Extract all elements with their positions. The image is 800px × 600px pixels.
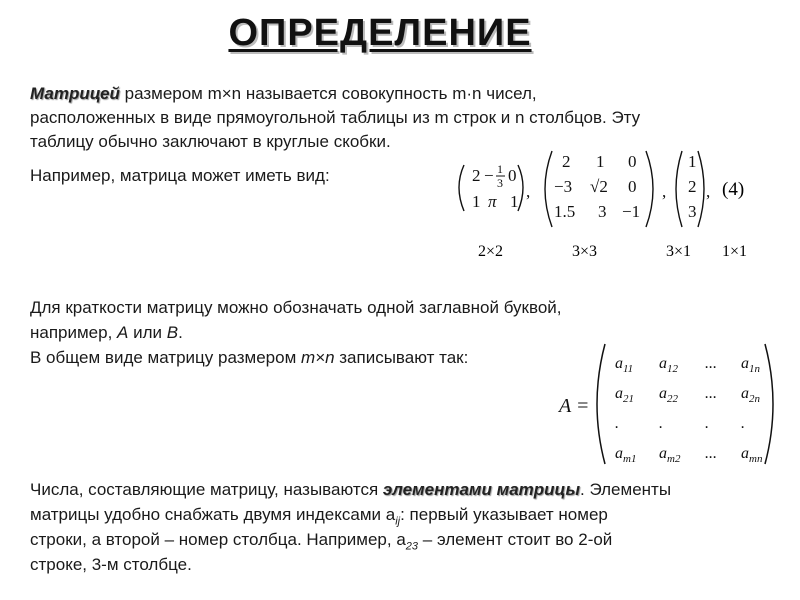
size-label-2x2: 2×2 <box>478 243 504 260</box>
m22-r2-c1: 1 <box>472 192 481 211</box>
svg-text:,: , <box>706 182 711 201</box>
m33-r2-c1: −3 <box>554 177 573 196</box>
matrix-3x3 <box>545 151 666 227</box>
general-matrix-cell: . <box>615 415 619 432</box>
notation-text: например, <box>30 323 118 342</box>
general-matrix-cell: $a_{1n}$ <box>741 355 760 375</box>
symbol-mn: m×n <box>300 348 335 367</box>
notation-text: . <box>178 323 183 342</box>
m22-r2-c2: 1 <box>510 192 519 211</box>
m33-r3-c1: 1.5 <box>554 202 576 221</box>
general-matrix-cell: . <box>659 415 663 432</box>
matrix-1x1: (4) <box>722 179 745 200</box>
general-matrix-cell: $a_{12}$ <box>659 355 678 375</box>
elements-line-1 <box>30 478 671 502</box>
general-matrix-cell: $a_{mn}$ <box>741 445 763 465</box>
size-label-1x1: 1×1 <box>722 243 748 260</box>
general-matrix-cell: ... <box>705 385 717 402</box>
m22-r1-c2: 0 <box>508 166 517 185</box>
size-label-3x3: 3×3 <box>572 243 598 260</box>
general-matrix <box>555 340 785 470</box>
notation-text: или <box>128 323 167 342</box>
general-matrix-cell: $a_{2n}$ <box>741 385 760 405</box>
svg-text:,: , <box>526 182 531 201</box>
notation-line-1: Для краткости матрицу можно обозначать одной заглавной буквой, <box>30 298 562 317</box>
elements-text: Числа, составляющие матрицу, называются <box>30 480 383 499</box>
m33-r1-c2: 1 <box>596 152 605 171</box>
general-matrix-cell: . <box>741 415 745 432</box>
general-matrix-lhs: A = <box>559 395 590 417</box>
notation-text: записывают так: <box>334 348 469 367</box>
definition-term: Матрицей <box>30 84 120 103</box>
general-matrix-cell: $a_{m1}$ <box>615 445 637 465</box>
m22-r2-pi: π <box>488 192 497 211</box>
notation-text: В общем виде матрицу размером <box>30 348 301 367</box>
general-matrix-cell: $a_{m2}$ <box>659 445 681 465</box>
m31-r2: 2 <box>688 177 697 196</box>
index-23: 23 <box>405 540 419 553</box>
elements-line-4: строке, 3-м столбце. <box>30 555 192 574</box>
notation-line-3 <box>30 346 468 370</box>
notation-line-2 <box>30 321 183 345</box>
definition-line-2: расположенных в виде прямоугольной таблицы из m строк и n столбцов. Эту <box>30 108 641 127</box>
m33-r1-c3: 0 <box>628 152 637 171</box>
general-matrix-cell: ... <box>705 355 717 372</box>
m33-r2-c3: 0 <box>628 177 637 196</box>
index-ij: ij <box>395 515 401 528</box>
elements-text: строки, а второй – номер столбца. Например, a <box>30 530 406 549</box>
definition-line-1 <box>30 82 770 106</box>
m33-r3-c2: 3 <box>598 202 607 221</box>
elements-text: – элемент стоит во 2-ой <box>418 530 613 549</box>
elements-term: элементами матрицы <box>382 480 581 499</box>
m33-r3-c3: −1 <box>622 202 641 221</box>
elements-text: : первый указывает номер <box>400 505 608 524</box>
general-matrix-cell: . <box>705 415 709 432</box>
general-matrix-cell: $a_{21}$ <box>615 385 634 405</box>
size-label-3x1: 3×1 <box>666 243 692 260</box>
definition-line-3: таблицу обычно заключают в круглые скобки. <box>30 132 391 151</box>
general-matrix-cell: $a_{11}$ <box>615 355 634 375</box>
definition-text: размером m×n называется совокупность m·n чисел, <box>119 84 537 103</box>
m31-r3: 3 <box>688 202 697 221</box>
example-matrices <box>450 145 770 265</box>
example-intro: Например, матрица может иметь вид: <box>30 166 330 185</box>
symbol-b: B <box>166 323 179 342</box>
general-matrix-cell: $a_{22}$ <box>659 385 678 405</box>
general-matrix-cell: ... <box>705 445 717 462</box>
m33-r1-c1: 2 <box>562 152 571 171</box>
matrix-3x1 <box>676 151 710 227</box>
m31-r1: 1 <box>688 152 697 171</box>
m22-r1-minus: − <box>484 166 494 185</box>
symbol-a: A <box>117 323 129 342</box>
elements-text: . Элементы <box>580 480 672 499</box>
elements-text: матрицы удобно снабжать двумя индексами a <box>30 505 396 524</box>
m22-r1-c1: 2 <box>472 166 481 185</box>
m33-r2-c2: √2 <box>590 177 608 196</box>
m22-frac-den: 3 <box>497 176 503 190</box>
page-title: ОПРЕДЕЛЕНИЕ <box>228 12 532 54</box>
m22-frac-num: 1 <box>497 162 503 176</box>
svg-text:,: , <box>662 182 667 201</box>
matrix-2x2 <box>459 162 530 211</box>
